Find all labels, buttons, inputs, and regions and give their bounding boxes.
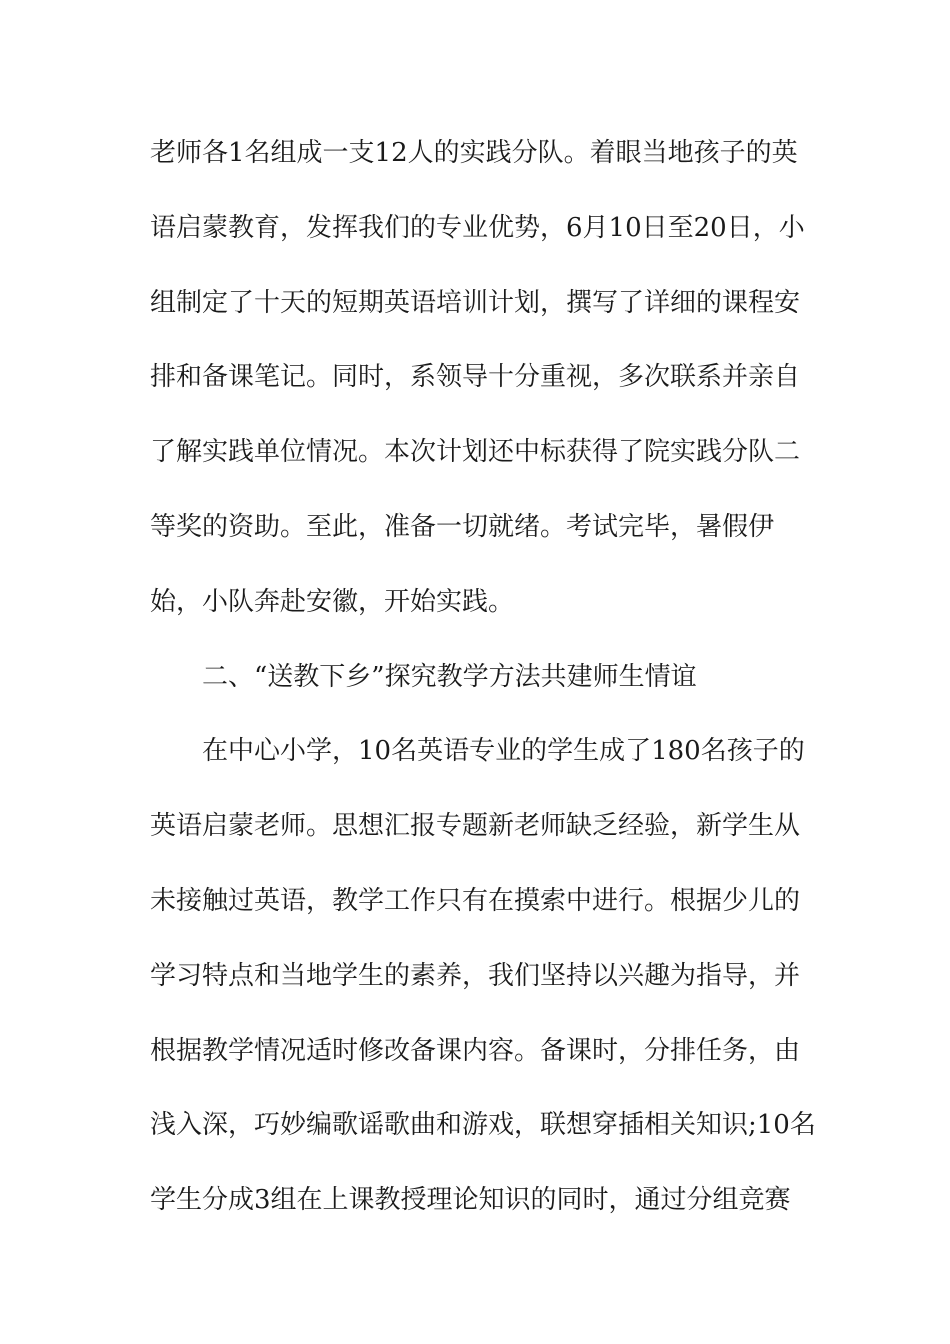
text-line: 组制定了十天的短期英语培训计划，撰写了详细的课程安 [150, 287, 801, 318]
text-line: 学习特点和当地学生的素养，我们坚持以兴趣为指导，并 [150, 960, 801, 991]
text-line: 排和备课笔记。同时，系领导十分重视，多次联系并亲自 [150, 362, 801, 393]
body-text [150, 128, 816, 1250]
text-line: 浅入深，巧妙编歌谣歌曲和游戏，联想穿插相关知识;10名 [150, 1110, 816, 1141]
text-line: 二、“送教下乡”探究教学方法共建师生情谊 [202, 661, 697, 692]
text-line: 语启蒙教育，发挥我们的专业优势，6月10日至20日，小 [150, 212, 805, 243]
text-line: 学生分成3组在上课教授理论知识的同时，通过分组竞赛 [150, 1185, 791, 1216]
text-line: 在中心小学，10名英语专业的学生成了180名孩子的 [202, 736, 805, 767]
text-line: 英语启蒙老师。思想汇报专题新老师缺乏经验，新学生从 [150, 811, 801, 842]
text-line: 老师各1名组成一支12人的实践分队。着眼当地孩子的英 [150, 138, 798, 168]
text-line: 根据教学情况适时修改备课内容。备课时，分排任务，由 [150, 1035, 801, 1066]
text-line: 了解实践单位情况。本次计划还中标获得了院实践分队二 [150, 437, 801, 468]
text-line: 未接触过英语，教学工作只有在摸索中进行。根据少儿的 [150, 885, 801, 916]
text-line: 始，小队奔赴安徽，开始实践。 [150, 586, 515, 617]
text-line: 等奖的资助。至此，准备一切就绪。考试完毕，暑假伊 [150, 511, 775, 542]
